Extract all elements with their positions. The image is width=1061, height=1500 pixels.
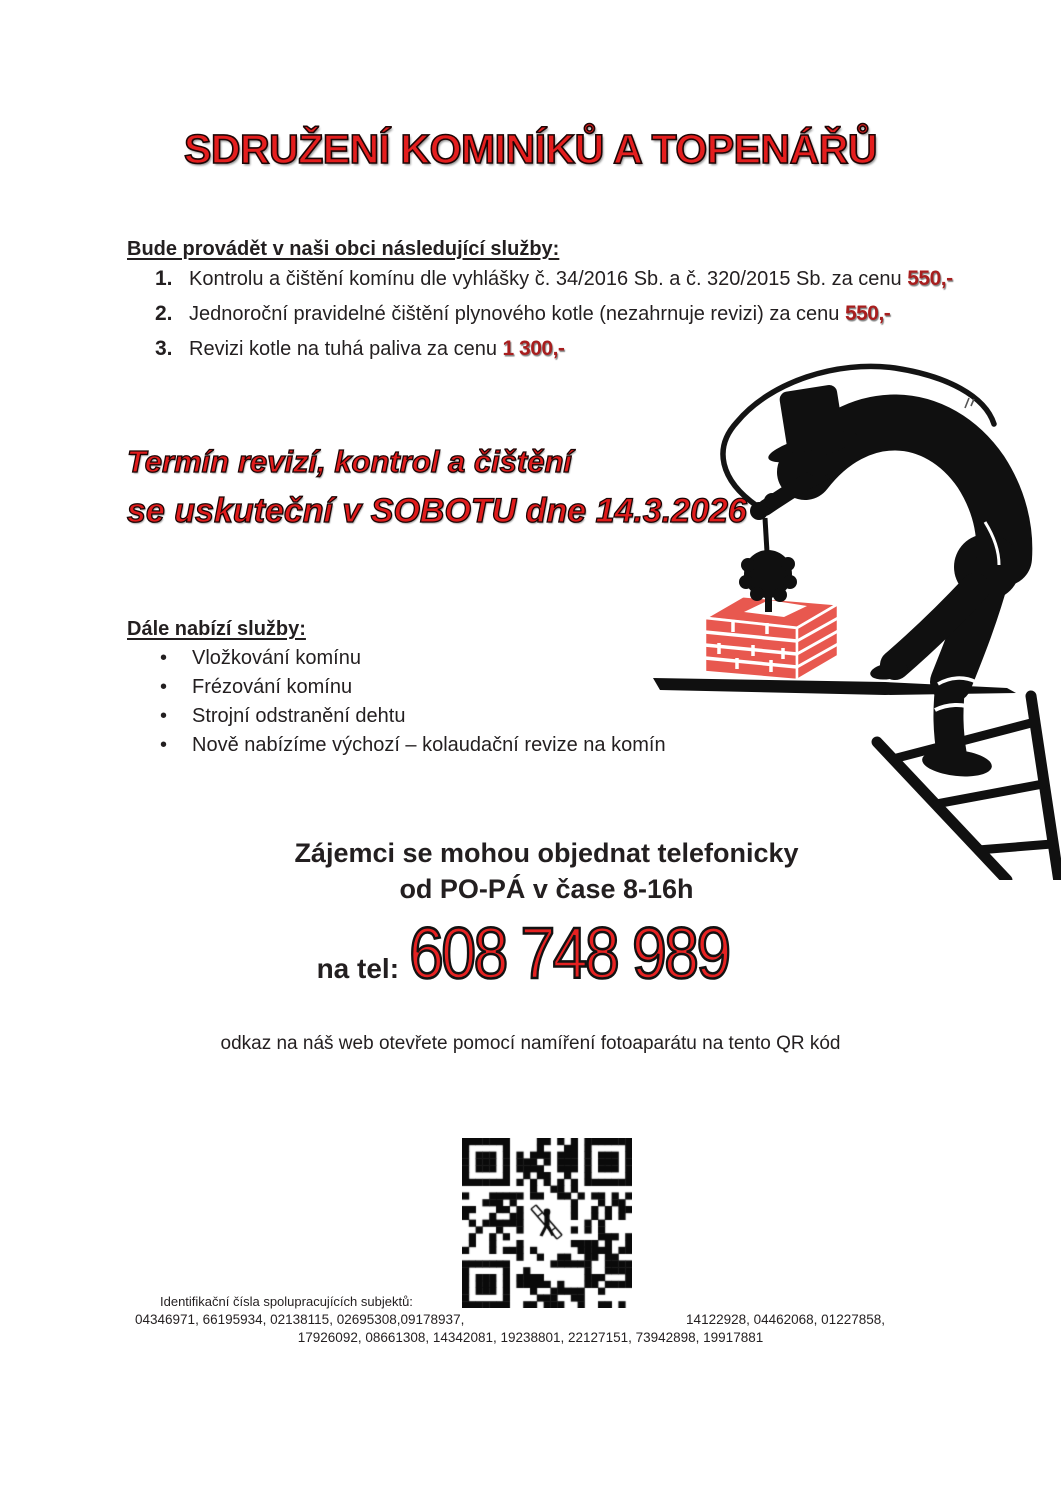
extra-service-3: • Strojní odstranění dehtu xyxy=(192,705,405,728)
qr-note: odkaz na náš web otevřete pomocí namíření fotoaparátu na tento QR kód xyxy=(220,1033,841,1054)
extra-service-2: • Frézování komínu xyxy=(192,676,352,699)
service-item-3 xyxy=(155,337,564,361)
service-item-3-text: Revizi kotle na tuhá paliva za cenu xyxy=(189,338,503,360)
service-item-2-text: Jednoroční pravidelné čištění plynového kotle (nezahrnuje revizi) za cenu xyxy=(189,303,845,325)
chimney-sweep-illustration xyxy=(645,360,1061,880)
service-item-3-price: 1 300,- xyxy=(502,337,565,360)
tel-label: na tel: xyxy=(316,953,400,984)
chimney-sweep-icon xyxy=(645,360,1061,880)
footer-ids-right: 14122928, 04462068, 01227858, xyxy=(686,1312,885,1327)
schedule-line-1: Termín revizí, kontrol a čištění xyxy=(127,444,573,479)
footer-ids-row xyxy=(135,1312,885,1327)
service-item-2 xyxy=(155,302,890,326)
contact-line-1: Zájemci se mohou objednat telefonicky xyxy=(294,838,799,868)
qr-code xyxy=(462,1138,632,1308)
service-item-2-price: 550,- xyxy=(844,302,891,325)
service-item-2-number: 2. xyxy=(155,302,173,325)
phone-number: 608 748 989 xyxy=(409,914,729,994)
services-heading: Bude provádět v naši obci následující služby: xyxy=(127,238,560,260)
service-item-1-number: 1. xyxy=(155,267,173,290)
extra-services-heading: Dále nabízí služby: xyxy=(127,618,306,640)
service-item-1 xyxy=(155,267,953,291)
extra-service-1: • Vložkování komínu xyxy=(192,647,361,670)
footer-heading: Identifikační čísla spolupracujících subjektů: xyxy=(160,1294,413,1309)
page-title: SDRUŽENÍ KOMINÍKŮ A TOPENÁŘŮ xyxy=(184,126,877,172)
service-item-3-number: 3. xyxy=(155,337,173,360)
footer-ids-left: 04346971, 66195934, 02138115, 02695308,09178937, xyxy=(135,1312,465,1327)
contact-line-2: od PO-PÁ v čase 8-16h xyxy=(399,874,694,904)
service-item-1-text: Kontrolu a čištění komínu dle vyhlášky č. 34/2016 Sb. a č. 320/2015 Sb. za cenu xyxy=(189,268,908,290)
service-item-1-price: 550,- xyxy=(907,267,953,290)
phone-row xyxy=(16,914,1061,994)
extra-service-4: • Nově nabízíme výchozí – kolaudační revize na komín xyxy=(192,734,666,757)
footer-ids-center: 17926092, 08661308, 14342081, 19238801, 22127151, 73942898, 19917881 xyxy=(297,1330,764,1345)
schedule-line-2: se uskuteční v SOBOTU dne 14.3.2026 xyxy=(127,492,747,530)
qr-code-canvas xyxy=(462,1138,632,1308)
